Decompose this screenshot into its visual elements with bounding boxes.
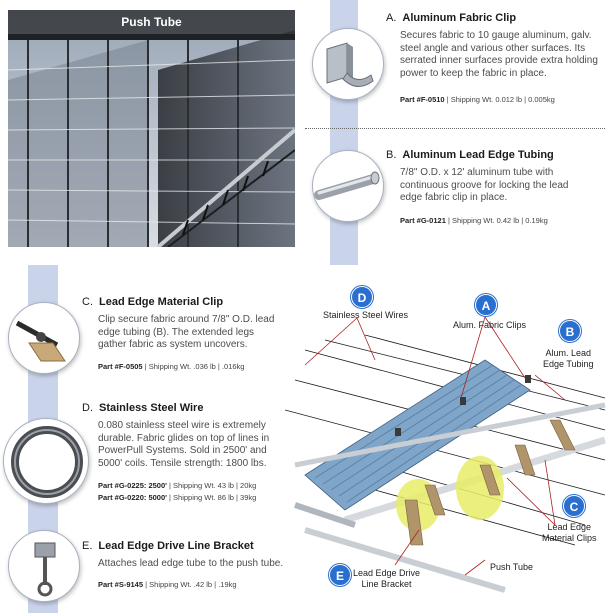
item-b-part: Part #G-0121 | Shipping Wt. 0.42 lb | 0.19kg — [400, 216, 548, 225]
badge-c: C — [563, 495, 585, 517]
item-d-part-2: Part #G-0220: 5000' | Shipping Wt. 86 lb | 39kg — [98, 493, 257, 502]
greenhouse-photo — [8, 10, 295, 247]
label-fabric-clips: Alum. Fabric Clips — [453, 320, 527, 330]
item-c-title: C. Lead Edge Material Clip — [82, 296, 224, 308]
badge-a: A — [475, 294, 497, 316]
lead-edge-tubing-image — [312, 150, 384, 222]
item-e-description: Attaches lead edge tube to the push tube. — [98, 558, 284, 569]
item-c-description: Clip secure fabric around 7/8" O.D. lead edge tubing (B). The extended legs gather fabric as system uncovers. — [98, 314, 275, 350]
label-drive-line-bracket: Lead Edge Drive Line Bracket — [353, 568, 421, 589]
badge-b: B — [559, 320, 581, 342]
item-e-title: E. Lead Edge Drive Line Bracket — [82, 540, 254, 552]
item-a-part: Part #F-0510 | Shipping Wt. 0.012 lb | 0.005kg — [400, 95, 555, 104]
photo-caption: Push Tube — [8, 10, 295, 34]
item-a-description: Secures fabric to 10 gauge aluminum, galv. steel angle and various other surfaces. Its serrated inner surfaces provide extra holding power to keep the fabric in place. — [400, 30, 598, 79]
drive-line-bracket-image — [8, 530, 80, 602]
item-d-description: 0.080 stainless steel wire is extremely durable. Fabric glides on top of lines in PowerPull Systems. Sold in 2500' and 5000' coils. Tensile strength: 1800 lbs. — [98, 420, 270, 469]
label-lead-edge-tubing: Alum. Lead Edge Tubing — [543, 348, 594, 369]
assembly-diagram — [285, 280, 612, 613]
steel-wire-image — [3, 418, 89, 504]
material-clip-image — [8, 302, 80, 374]
item-d-part-1: Part #G-0225: 2500' | Shipping Wt. 43 lb | 20kg — [98, 481, 257, 490]
divider — [305, 128, 605, 129]
label-material-clips: Lead Edge Material Clips — [542, 522, 597, 543]
label-push-tube: Push Tube — [490, 562, 534, 572]
item-e-part: Part #S-9145 | Shipping Wt. .42 lb | .19kg — [98, 580, 237, 589]
badge-e: E — [329, 564, 351, 586]
greenhouse-photo-art — [8, 10, 295, 247]
label-stainless-steel-wires: Stainless Steel Wires — [323, 310, 409, 320]
badge-d: D — [351, 286, 373, 308]
item-a-title: A. Aluminum Fabric Clip — [386, 12, 517, 24]
item-b-title: B. Aluminum Lead Edge Tubing — [386, 149, 554, 161]
item-c-part: Part #F-0505 | Shipping Wt. .036 lb | .016kg — [98, 362, 245, 371]
item-b-description: 7/8" O.D. x 12' aluminum tube with continuous groove for locking the lead edge fabric clip in place. — [400, 167, 569, 203]
item-d-title: D. Stainless Steel Wire — [82, 402, 204, 414]
aluminum-fabric-clip-image — [312, 28, 384, 100]
